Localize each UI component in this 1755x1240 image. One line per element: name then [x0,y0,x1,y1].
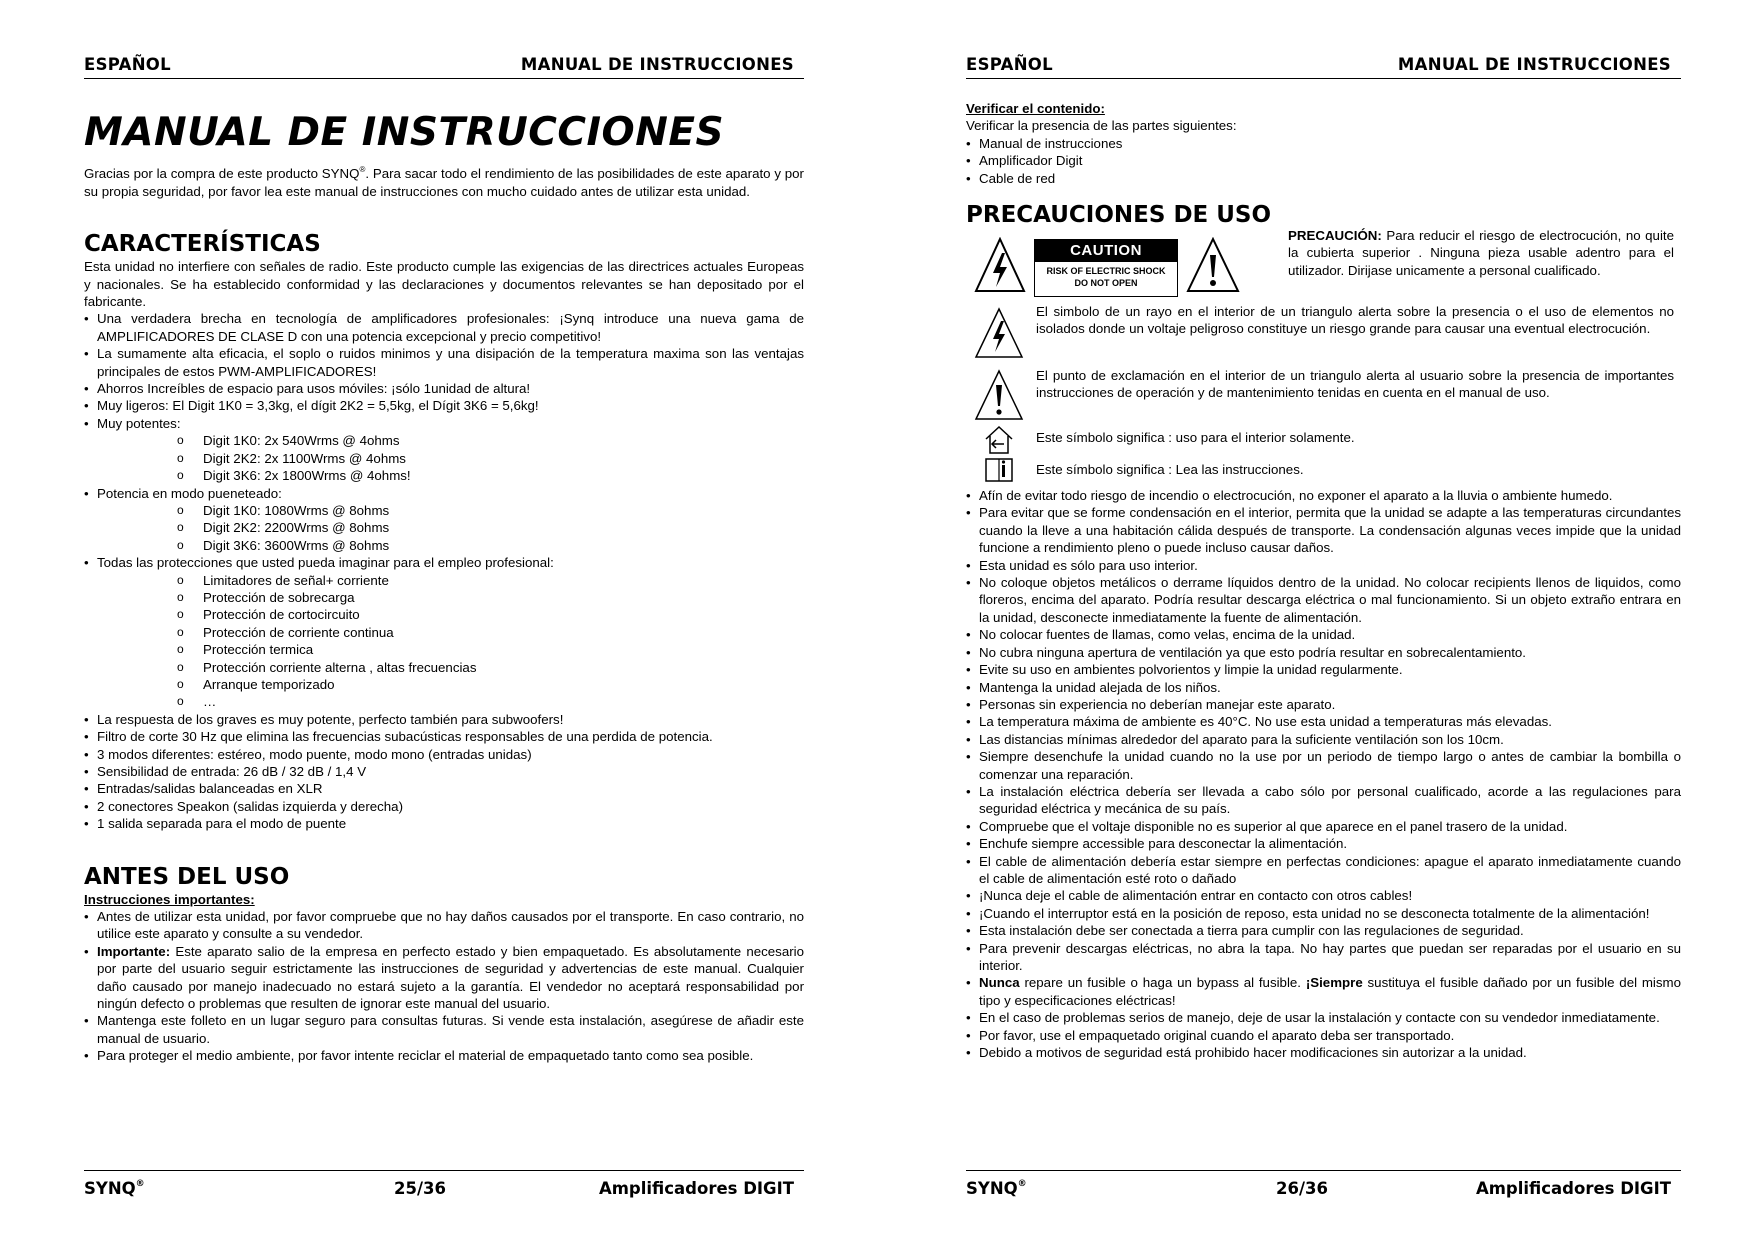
list-item: • Compruebe que el voltaje disponible no es superior al que aparece en el panel trasero de la unidad. [966,818,1681,835]
caution-sub1: RISK OF ELECTRIC SHOCK [1046,266,1166,277]
read-description: Este símbolo significa : Lea las instrucciones. [1036,462,1304,478]
footer-registered-mark: ® [1017,1179,1027,1189]
before-use-list [84,908,804,1065]
features-intro: Esta unidad no interfiere con señales de radio. Este producto cumple las exigencias de las directrices actuales Europeas y nacionales. Se ha establecido conformidad y las declaraciones y documentos relevantes se han depositado por el fabricante. [84,259,804,310]
list-item: • En el caso de problemas serios de manejo, deje de usar la instalación y contacte con su vendedor inmediatamente. [966,1009,1681,1026]
caution-label: CAUTION [1035,240,1177,262]
sublist-item: o Protección termica [177,641,804,658]
list-item: • Antes de utilizar esta unidad, por favor compruebe que no hay daños causados por el transporte. En caso contrario, no utilice este aparato y consulte a su vendedor. [84,908,804,943]
list-item: • Muy ligeros: El Digit 1K0 = 3,3kg, el dígit 2K2 = 5,5kg, el Dígit 3K6 = 5,6kg! [84,397,804,414]
always-label: ¡Siempre [1305,975,1363,991]
precautions-heading: PRECAUCIONES DE USO [966,202,1272,229]
exclamation-symbol-row [966,369,1681,425]
footer-brand-text: SYNQ [966,1179,1018,1198]
list-item [84,415,804,485]
indoor-symbol-row [966,425,1681,457]
lightning-warning-icon [974,237,1026,293]
list-item: • No cubra ninguna apertura de ventilación ya que esto podría resultar en sobrecalentamiento. [966,644,1681,661]
header-title: MANUAL DE INSTRUCCIONES [520,55,794,74]
header-language: ESPAÑOL [84,55,171,74]
footer-product: Amplificadores DIGIT [1475,1179,1671,1198]
precautions-list [966,487,1681,1061]
important-label: Importante: [97,943,171,959]
fuse-text-a: repare un fusible o haga un bypass al fusible. [1019,975,1306,991]
footer-page-number: 25/36 [394,1179,446,1198]
list-item: • Por favor, use el empaquetado original cuando el aparato deba ser transportado. [966,1027,1681,1044]
important-text: Este aparato salio de la empresa en perfecto estado y bien empaquetado. Es absolutamente necesario por parte del usuario seguir estrictamente las instrucciones de seguridad y advertencias de este manual. Cualquier daño causado por manejo inadecuado no estará sujeto a la garantía. El vendedor no aceptará responsabilidad por ningún defecto o problemas que resulten de ignorar este manual del usuario. [97,943,804,1012]
list-item: • ¡Cuando el interruptor está en la posición de reposo, esta unidad no se desconecta totalmente de la alimentación! [966,905,1681,922]
sublist-item: o Digit 1K0: 2x 540Wrms @ 4ohms [177,432,804,449]
exclamation-description: El punto de exclamación en el interior de un triangulo alerta al usuario sobre la presencia de importantes instrucciones de operación y de mantenimiento tenidas en cuenta en el manual de uso. [1036,368,1674,401]
sublist-item: o Protección de cortocircuito [177,606,804,623]
exclamation-triangle-icon [974,369,1024,421]
list-item [84,554,804,711]
caution-row [966,228,1681,301]
footer-product: Amplificadores DIGIT [598,1179,794,1198]
right-body [966,100,1681,1061]
important-instructions-subheading: Instrucciones importantes: [84,891,255,907]
list-item: • Personas sin experiencia no deberían manejar este aparato. [966,696,1681,713]
caution-description: Para reducir el riesgo de electrocución, no quite la cubierta superior . Ninguna pieza usable adentro para el utilizador. Dirijase unicamente a personal cualificado. [1288,228,1674,278]
list-item: • 2 conectores Speakon (salidas izquierda y derecha) [84,798,804,815]
list-item: • Para proteger el medio ambiente, por favor intente reciclar el material de empaquetado tanto como sea posible. [84,1047,804,1064]
list-item-label: Todas las protecciones que usted pueda imaginar para el empleo profesional: [97,555,554,571]
caution-bold-label: PRECAUCIÓN: [1288,228,1382,244]
sublist [97,572,804,711]
page-footer [966,1170,1681,1199]
list-item: • Esta instalación debe ser conectada a tierra para cumplir con las regulaciones de seguridad. [966,922,1681,939]
list-item: • 1 salida separada para el modo de puente [84,815,804,832]
registered-mark: ® [359,165,366,175]
list-item: • Entradas/salidas balanceadas en XLR [84,780,804,797]
caution-label-box [1034,239,1178,297]
sublist-item: o … [177,693,804,710]
list-item: • Enchufe siempre accessible para desconectar la alimentación. [966,835,1681,852]
list-item: • Las distancias mínimas alrededor del aparato para la suficiente ventilación son los 10cm. [966,731,1681,748]
sublist-item: o Digit 2K2: 2x 1100Wrms @ 4ohms [177,450,804,467]
never-label: Nunca [979,975,1020,991]
list-item: • 3 modos diferentes: estéreo, modo puente, modo mono (entradas unidas) [84,746,804,763]
sublist-item: o Protección corriente alterna , altas frecuencias [177,659,804,676]
sublist-item: o Limitadores de señal+ corriente [177,572,804,589]
sublist-item: o Digit 3K6: 3600Wrms @ 8ohms [177,537,804,554]
list-item: • Cable de red [966,170,1681,187]
intro-text-b: . Para sacar todo el rendimiento de las posibilidades de este aparato y por su propia seguridad, por favor lea este manual de instrucciones con mucho cuidado antes de utilizar esta unidad. [84,166,804,199]
list-item: • ¡Nunca deje el cable de alimentación entrar en contacto con otros cables! [966,887,1681,904]
list-item: • Mantenga la unidad alejada de los niños. [966,679,1681,696]
features-heading: CARACTERÍSTICAS [84,231,321,258]
sublist [97,502,804,554]
fuse-text-b: sustituya el fusible dañado por un fusible del mismo tipo y especificaciones eléctricas! [979,975,1682,1008]
left-page [84,0,804,1240]
list-item: • La temperatura máxima de ambiente es 40°C. No use esta unidad a temperaturas más elevadas. [966,713,1681,730]
sublist-item: o Protección de sobrecarga [177,589,804,606]
sublist [97,432,804,484]
page-header [84,54,804,79]
list-item [84,943,804,1013]
caution-text [1288,227,1674,279]
list-item: • Amplificador Digit [966,152,1681,169]
intro-text-a: Gracias por la compra de este producto SYNQ [84,166,360,182]
page-footer [84,1170,804,1199]
right-page [966,0,1681,1240]
sublist-item: o Protección de corriente continua [177,624,804,641]
list-item: • El cable de alimentación debería estar siempre en perfectas condiciones: apague el aparato inmediatamente cuando el cable de alimentación esté roto o dañado [966,853,1681,888]
features-list [84,310,804,832]
list-item [966,974,1681,1009]
footer-brand [84,1179,145,1198]
lightning-description: El simbolo de un rayo en el interior de un triangulo alerta sobre la presencia o el uso de elementos no isolados donde un voltaje peligroso constituye un riesgo grande para causar una eventual electrocución. [1036,304,1674,337]
list-item: • No colocar fuentes de llamas, como velas, encima de la unidad. [966,626,1681,643]
list-item: • Para evitar que se forme condensación en el interior, permita que la unidad se adapte a las temperaturas circundantes cuando la lleve a una habitación cálida después de transporte. La condensación algunas veces impide que la unidad funcione a rendimiento pleno o puede incluso causar daños. [966,504,1681,556]
verify-heading: Verificar el contenido: [966,101,1105,116]
list-item [84,485,804,555]
footer-registered-mark: ® [135,1179,145,1189]
indoor-description: Este símbolo significa : uso para el interior solamente. [1036,430,1355,446]
list-item: • Siempre desenchufe la unidad cuando no la use por un periodo de tiempo largo o antes de cambiar la bombilla o comenzar una reparación. [966,748,1681,783]
list-item: • La sumamente alta eficacia, el soplo o ruidos minimos y una disipación de la temperatura maxima son las ventajas principales de estos PWM-AMPLIFICADORES! [84,345,804,380]
read-symbol-row [966,457,1681,487]
read-instructions-icon [984,457,1016,483]
list-item: • Debido a motivos de seguridad está prohibido hacer modificaciones sin autorizar a la unidad. [966,1044,1681,1061]
left-body [84,110,804,1065]
list-item: • Ahorros Increíbles de espacio para usos móviles: ¡sólo 1unidad de altura! [84,380,804,397]
header-language: ESPAÑOL [966,55,1053,74]
house-indoor-icon [984,425,1014,455]
list-item: • Filtro de corte 30 Hz que elimina las frecuencias subacústicas responsables de una perdida de potencia. [84,728,804,745]
caution-sub2: DO NOT OPEN [1074,278,1138,289]
footer-brand-text: SYNQ [84,1179,136,1198]
page-header [966,54,1681,79]
footer-page-number: 26/36 [1276,1179,1328,1198]
sublist-item: o Digit 3K6: 2x 1800Wrms @ 4ohms! [177,467,804,484]
list-item: • La respuesta de los graves es muy potente, perfecto también para subwoofers! [84,711,804,728]
list-item: • Afín de evitar todo riesgo de incendio o electrocución, no exponer el aparato a la lluvia o ambiente humedo. [966,487,1681,504]
list-item: • Manual de instrucciones [966,135,1681,152]
verify-list [966,135,1681,187]
list-item: • Evite su uso en ambientes polvorientos y limpie la unidad regularmente. [966,661,1681,678]
intro-paragraph [84,161,804,200]
header-title: MANUAL DE INSTRUCCIONES [1397,55,1671,74]
lightning-triangle-icon [974,307,1024,359]
sublist-item: o Arranque temporizado [177,676,804,693]
page-title: MANUAL DE INSTRUCCIONES [84,110,725,155]
exclamation-warning-icon [1186,237,1240,293]
list-item: • Mantenga este folleto en un lugar seguro para consultas futuras. Si vende esta instalación, asegúrese de añadir este manual de usuario. [84,1012,804,1047]
list-item: • Para prevenir descargas eléctricas, no abra la tapa. No hay partes que puedan ser reparadas por el usuario en su interior. [966,940,1681,975]
lightning-symbol-row [966,305,1681,365]
list-item: • Sensibilidad de entrada: 26 dB / 32 dB / 1,4 V [84,763,804,780]
sublist-item: o Digit 2K2: 2200Wrms @ 8ohms [177,519,804,536]
list-item-label: Muy potentes: [97,415,181,431]
list-item: • No coloque objetos metálicos o derrame líquidos dentro de la unidad. No colocar recipients llenos de liquidos, como floreros, encima del aparato. Podría resultar descarga eléctrica o mal funcionamiento. Si un objeto extraño entrara en la unidad, desconecte inmediatamente la fuente de alimentación. [966,574,1681,626]
before-use-heading: ANTES DEL USO [84,863,290,890]
verify-intro: Verificar la presencia de las partes siguientes: [966,118,1237,134]
list-item-label: Potencia en modo pueneteado: [97,485,282,501]
list-item: • Una verdadera brecha en tecnología de amplificadores profesionales: ¡Synq introduce una nueva gama de AMPLIFICADORES DE CLASE D con una potencia excepcional y precio competitivo! [84,310,804,345]
list-item: • Esta unidad es sólo para uso interior. [966,557,1681,574]
footer-brand [966,1179,1027,1198]
sublist-item: o Digit 1K0: 1080Wrms @ 8ohms [177,502,804,519]
list-item: • La instalación eléctrica debería ser llevada a cabo sólo por personal cualificado, acorde a las regulaciones para seguridad eléctrica y mecánica de su país. [966,783,1681,818]
